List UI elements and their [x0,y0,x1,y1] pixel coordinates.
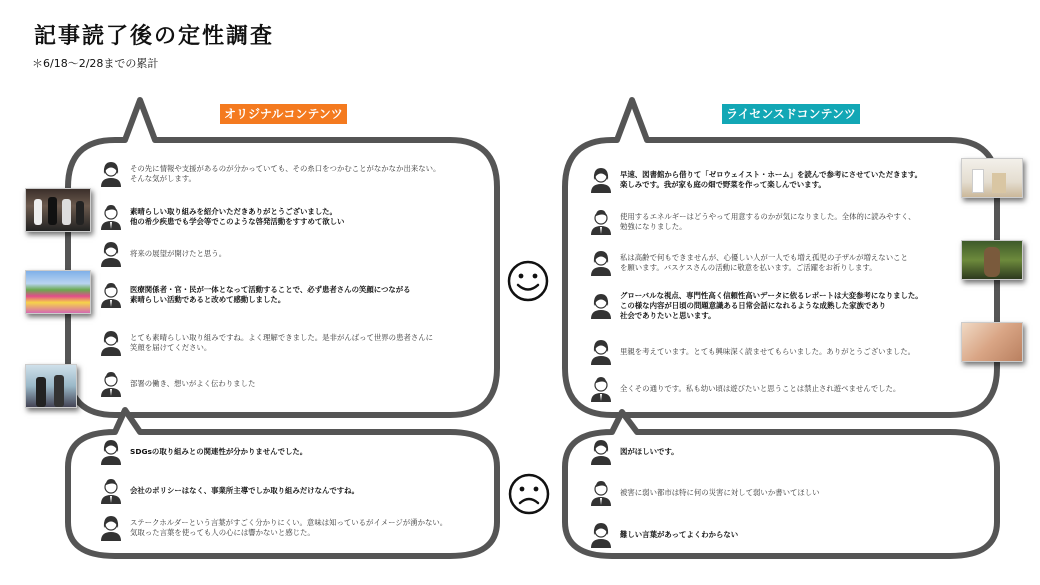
comment-text: 素晴らしい取り組みを紹介いただきありがとうございました。 他の希少疾患でも学会等でこのような啓発活動をすすめて欲しい [130,207,345,226]
comment-text: SDGsの取り組みとの関連性が分かりませんでした。 [130,447,308,456]
event-group-photo [25,188,91,232]
comment-item [100,161,440,187]
female-avatar-icon [100,515,122,541]
comment-item [590,522,738,548]
office-staff-photo [25,364,77,408]
comment-item [100,330,433,356]
flower-field-photo [25,270,91,314]
female-avatar-icon [100,161,122,187]
comment-text: 里親を考えています。とても興味深く読ませてもらいました。ありがとうございました。 [620,347,916,356]
comment-item [100,515,447,541]
female-avatar-icon [590,522,612,548]
comment-text: グローバルな視点、専門性高く信頼性高いデータに依るレポートは大変参考になりました。 この様な内容が日頃の問題意識ある日常会話になれるような成熟した家族であり 社会でありたいと思います。 [620,291,923,320]
comment-text: 全くその通りです。私も幼い頃は遊びたいと思うことは禁止され遊べませんでした。 [620,384,901,393]
comment-item [590,291,923,321]
monkey-rescue-photo [961,240,1023,280]
male-avatar-icon [590,480,612,506]
comment-item [100,282,411,308]
female-avatar-icon [590,167,612,193]
page-title: 記事読了後の定性調査 [34,24,275,49]
male-avatar-icon [100,282,122,308]
comment-item [590,439,679,465]
comment-item [100,439,307,465]
comment-text: その先に情報や支援があるのが分かっていても、その糸口をつかむことがなかなか出来ない。 そんな気がします。 [130,164,441,183]
comment-item [100,241,226,267]
comment-text: 医療関係者・官・民が一体となって活動することで、必ず患者さんの笑顔につながる 素晴らしい活動であると改めて感動しました。 [130,285,411,304]
original-content-label: オリジナルコンテンツ [220,104,347,124]
comment-item [590,376,900,402]
female-avatar-icon [100,241,122,267]
female-avatar-icon [590,250,612,276]
comment-item [590,480,820,506]
comment-text: 早速、図書館から借りて「ゼロウェイスト・ホーム」を読んで参考にさせていただきます。 楽しみです。我が家も庭の畑で野菜を作って楽しんでいます。 [620,170,923,189]
male-avatar-icon [100,371,122,397]
comment-text: 私は高齢で何もできませんが、心優しい人が一人でも増え孤児の子ザルが増えないこと を願います。バスケスさんの活動に敬意を払います。ご活躍をお祈りします。 [620,253,908,272]
female-avatar-icon [100,330,122,356]
comment-item [100,204,344,230]
comment-text: 図がほしいです。 [620,447,679,456]
comment-item [590,209,915,235]
holding-hands-photo [961,322,1023,362]
comment-item [100,371,255,397]
comment-text: 被害に弱い都市は特に何の災害に対して弱いか書いてほしい [620,488,820,497]
female-avatar-icon [590,439,612,465]
comment-text: ステークホルダーという言葉がすごく分かりにくい。意味は知っているがイメージが湧かない。 気取った言葉を使っても人の心には響かないと感じた。 [130,518,448,537]
female-avatar-icon [100,439,122,465]
comment-text: 使用するエネルギーはどうやって用意するのかが気になりました。全体的に読みやすく、 勉強になりました。 [620,212,916,231]
male-avatar-icon [100,204,122,230]
comment-text: 将来の展望が開けたと思う。 [130,249,227,258]
male-avatar-icon [590,209,612,235]
smiley-face-icon [506,259,550,303]
zero-waste-jars-photo [961,158,1023,198]
comment-text: とても素晴らしい取り組みですね。よく理解できました。是非がんばって世界の患者さんに 笑顔を届けてください。 [130,333,434,352]
comment-text: 部署の働き、想いがよく伝わりました [130,379,256,388]
female-avatar-icon [590,339,612,365]
page-subtitle: ＊6/18〜2/28までの累計 [32,57,159,70]
comment-item [590,250,908,276]
female-avatar-icon [590,293,612,319]
comment-item [100,478,359,504]
male-avatar-icon [100,478,122,504]
comment-text: 会社のポリシーはなく、事業所主導でしか取り組みだけなんですね。 [130,486,359,495]
comment-item [590,339,915,365]
frowning-face-icon [507,472,551,516]
male-avatar-icon [590,376,612,402]
comment-item [590,167,922,193]
licensed-content-label: ライセンスドコンテンツ [722,104,860,124]
comment-text: 難しい言葉があってよくわからない [620,530,739,539]
